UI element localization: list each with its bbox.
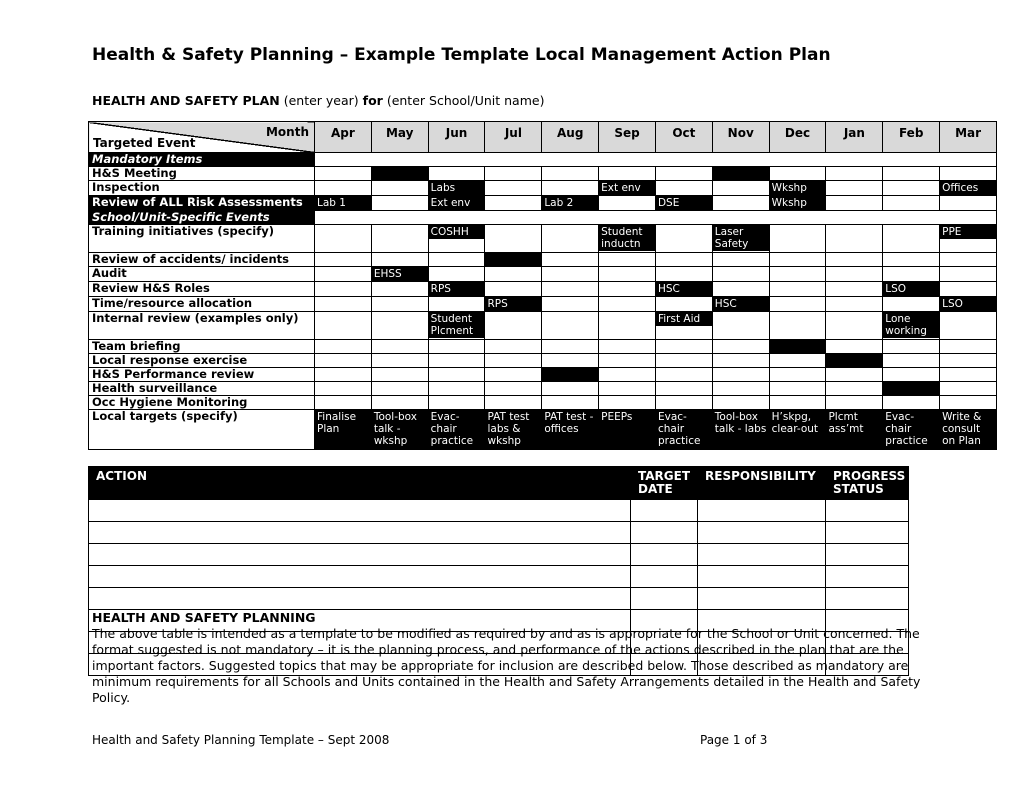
action-col-header: PROGRESS STATUS xyxy=(826,467,909,500)
action-empty-row xyxy=(89,588,909,610)
notes-heading: HEALTH AND SAFETY PLANNING xyxy=(92,610,316,625)
planner-cell xyxy=(940,267,997,282)
corner-month-label: Month xyxy=(265,125,309,139)
planner-cell: Plcmt ass’mt xyxy=(826,410,883,450)
planner-cell xyxy=(542,267,599,282)
planner-cell xyxy=(655,396,712,410)
planner-cell xyxy=(485,368,542,382)
planner-cell xyxy=(485,396,542,410)
planner-section-row xyxy=(89,211,997,225)
planner-cell xyxy=(826,181,883,196)
section-spacer xyxy=(315,211,997,225)
planner-cell xyxy=(371,167,428,181)
planner-cell xyxy=(940,196,997,211)
planner-cell xyxy=(542,354,599,368)
planner-cell xyxy=(599,396,656,410)
planner-cell xyxy=(371,354,428,368)
planner-cell: PAT test labs & wkshp xyxy=(485,410,542,450)
planner-cell xyxy=(315,267,372,282)
planner-cell: Ext env xyxy=(428,196,485,211)
planner-cell: First Aid xyxy=(655,312,712,340)
planner-cell xyxy=(315,396,372,410)
planner-cell: Write & consult on Plan xyxy=(940,410,997,450)
planner-cell xyxy=(769,225,826,253)
section-spacer xyxy=(315,153,997,167)
planner-cell xyxy=(655,297,712,312)
action-empty-cell xyxy=(698,588,826,610)
planner-cell xyxy=(940,354,997,368)
row-label: Time/resource allocation xyxy=(89,297,315,312)
row-label: Local response exercise xyxy=(89,354,315,368)
row-label: Training initiatives (specify) xyxy=(89,225,315,253)
month-header-aug: Aug xyxy=(542,122,599,153)
planner-row xyxy=(89,267,997,282)
planner-cell xyxy=(599,167,656,181)
planner-cell xyxy=(826,312,883,340)
planner-row xyxy=(89,354,997,368)
planner-corner-cell xyxy=(89,122,315,153)
planner-cell xyxy=(315,354,372,368)
action-empty-cell xyxy=(89,566,631,588)
planner-cell: PAT test - offices xyxy=(542,410,599,450)
planner-cell xyxy=(428,382,485,396)
planner-row xyxy=(89,297,997,312)
page-title: Health & Safety Planning – Example Template Local Management Action Plan xyxy=(92,45,831,65)
planner-cell xyxy=(428,167,485,181)
planner-cell xyxy=(542,225,599,253)
planner-row xyxy=(89,340,997,354)
planner-cell xyxy=(712,253,769,267)
action-empty-cell xyxy=(89,522,631,544)
planner-cell xyxy=(542,297,599,312)
planner-cell xyxy=(542,396,599,410)
planner-cell: HSC xyxy=(655,282,712,297)
planner-cell xyxy=(940,167,997,181)
planner-cell xyxy=(712,368,769,382)
planner-cell xyxy=(485,312,542,340)
planner-cell xyxy=(712,354,769,368)
planner-cell xyxy=(883,354,940,368)
planner-cell: DSE xyxy=(655,196,712,211)
planner-cell: Evac-chair practice xyxy=(428,410,485,450)
planner-cell xyxy=(542,282,599,297)
row-label: Occ Hygiene Monitoring xyxy=(89,396,315,410)
planner-cell xyxy=(769,368,826,382)
planner-cell xyxy=(542,167,599,181)
planner-cell xyxy=(542,340,599,354)
planner-cell xyxy=(826,297,883,312)
planner-cell xyxy=(826,225,883,253)
action-empty-cell xyxy=(826,522,909,544)
planner-cell xyxy=(371,225,428,253)
action-empty-cell xyxy=(89,500,631,522)
month-header-jan: Jan xyxy=(826,122,883,153)
planner-row xyxy=(89,410,997,450)
planner-header-row xyxy=(89,122,997,153)
planner-cell xyxy=(712,267,769,282)
planner-cell xyxy=(315,181,372,196)
planner-cell xyxy=(428,253,485,267)
action-empty-row xyxy=(89,522,909,544)
planner-cell xyxy=(769,282,826,297)
planner-cell xyxy=(655,368,712,382)
action-empty-cell xyxy=(826,566,909,588)
action-empty-row xyxy=(89,544,909,566)
planner-cell: Tool-box talk - labs xyxy=(712,410,769,450)
planner-cell xyxy=(371,340,428,354)
planner-cell xyxy=(655,181,712,196)
planner-cell: Laser Safety xyxy=(712,225,769,253)
row-label: Review of accidents/ incidents xyxy=(89,253,315,267)
planner-cell xyxy=(315,253,372,267)
action-empty-cell xyxy=(89,544,631,566)
planner-cell xyxy=(542,312,599,340)
planner-cell xyxy=(940,396,997,410)
notes-body: The above table is intended as a template to be modified as required by and as is appropriate for the School or Unit concerned. The format suggested is not mandatory – it is the planning process, and performance of the actions described in the plan that are the important factors. Suggested topics that may be appropriate for inclusion are described below. Those described as mandatory are minimum requirements for all Schools and Units contained in the Health and Safety Arrangements detailed in the Health and Safety Policy. xyxy=(92,626,921,705)
subtitle-for-label: for xyxy=(362,93,383,108)
planner-cell xyxy=(883,196,940,211)
planner-section-row xyxy=(89,153,997,167)
planner-cell xyxy=(315,225,372,253)
month-header-mar: Mar xyxy=(940,122,997,153)
planner-cell xyxy=(769,297,826,312)
planner-cell xyxy=(428,267,485,282)
action-empty-cell xyxy=(826,544,909,566)
action-empty-cell xyxy=(631,566,698,588)
planner-cell xyxy=(769,312,826,340)
month-header-may: May xyxy=(371,122,428,153)
planner-cell: RPS xyxy=(428,282,485,297)
planner-cell xyxy=(883,253,940,267)
planner-cell xyxy=(485,225,542,253)
planner-cell: EHSS xyxy=(371,267,428,282)
planner-cell xyxy=(769,340,826,354)
planner-cell xyxy=(428,396,485,410)
planner-cell: Ext env xyxy=(599,181,656,196)
planner-cell xyxy=(883,368,940,382)
planner-row xyxy=(89,181,997,196)
planner-cell xyxy=(599,297,656,312)
row-label: Inspection xyxy=(89,181,315,196)
planner-cell xyxy=(371,253,428,267)
planner-cell xyxy=(769,354,826,368)
planner-cell xyxy=(485,354,542,368)
planner-cell xyxy=(485,382,542,396)
planner-cell xyxy=(826,382,883,396)
planner-cell: Lab 1 xyxy=(315,196,372,211)
action-empty-cell xyxy=(631,588,698,610)
action-empty-cell xyxy=(631,522,698,544)
planner-cell xyxy=(599,368,656,382)
planner-cell xyxy=(826,253,883,267)
planner-row xyxy=(89,167,997,181)
planner-cell xyxy=(371,297,428,312)
planner-cell xyxy=(769,267,826,282)
action-empty-cell xyxy=(89,588,631,610)
planner-cell xyxy=(315,312,372,340)
planner-cell xyxy=(655,267,712,282)
planner-cell: PPE xyxy=(940,225,997,253)
row-label: H&S Performance review xyxy=(89,368,315,382)
section-label: School/Unit-Specific Events xyxy=(89,211,315,225)
planner-cell xyxy=(315,382,372,396)
planner-cell xyxy=(655,354,712,368)
planner-cell xyxy=(712,340,769,354)
planner-cell xyxy=(599,340,656,354)
planner-row xyxy=(89,225,997,253)
action-header-row xyxy=(89,467,909,500)
planner-cell xyxy=(485,253,542,267)
planner-cell xyxy=(883,340,940,354)
planner-cell: Evac-chair practice xyxy=(883,410,940,450)
action-empty-cell xyxy=(698,500,826,522)
planner-cell xyxy=(769,253,826,267)
planner-cell xyxy=(485,181,542,196)
planner-row xyxy=(89,196,997,211)
planner-cell: PEEPs xyxy=(599,410,656,450)
planner-cell xyxy=(940,340,997,354)
planner-row xyxy=(89,253,997,267)
planner-cell: HSC xyxy=(712,297,769,312)
planner-cell xyxy=(428,297,485,312)
planner-cell: Lab 2 xyxy=(542,196,599,211)
planner-cell xyxy=(883,225,940,253)
month-header-nov: Nov xyxy=(712,122,769,153)
planner-cell xyxy=(371,312,428,340)
planner-row xyxy=(89,396,997,410)
row-label: Team briefing xyxy=(89,340,315,354)
planner-cell xyxy=(712,312,769,340)
planner-cell xyxy=(599,196,656,211)
planner-cell xyxy=(940,253,997,267)
planner-cell xyxy=(371,196,428,211)
planner-cell xyxy=(599,354,656,368)
planner-cell xyxy=(599,267,656,282)
planner-cell xyxy=(599,382,656,396)
subtitle-enter-school: (enter School/Unit name) xyxy=(382,93,545,108)
planner-cell xyxy=(542,253,599,267)
planner-cell xyxy=(485,340,542,354)
planner-row xyxy=(89,368,997,382)
planner-cell xyxy=(599,253,656,267)
planner-cell xyxy=(315,167,372,181)
planner-cell: Student Plcment xyxy=(428,312,485,340)
row-label: Health surveillance xyxy=(89,382,315,396)
row-label: Review of ALL Risk Assessments xyxy=(89,196,315,211)
planner-table xyxy=(88,121,997,450)
footer-document-name: Health and Safety Planning Template – Sept 2008 xyxy=(92,733,390,747)
planner-cell xyxy=(826,368,883,382)
action-empty-cell xyxy=(631,500,698,522)
plan-subtitle xyxy=(92,93,544,108)
action-col-header: TARGET DATE xyxy=(631,467,698,500)
planner-cell xyxy=(315,340,372,354)
planner-cell xyxy=(712,282,769,297)
month-header-jun: Jun xyxy=(428,122,485,153)
planner-cell xyxy=(371,396,428,410)
planner-cell xyxy=(712,382,769,396)
action-empty-cell xyxy=(631,544,698,566)
planner-cell: Wkshp xyxy=(769,196,826,211)
planner-row xyxy=(89,282,997,297)
planner-row xyxy=(89,312,997,340)
planner-cell xyxy=(826,167,883,181)
footer-page-number: Page 1 of 3 xyxy=(700,733,768,747)
planner-cell xyxy=(940,312,997,340)
planner-cell: Student inductn xyxy=(599,225,656,253)
action-empty-cell xyxy=(698,566,826,588)
action-empty-cell xyxy=(698,522,826,544)
planner-cell xyxy=(883,167,940,181)
month-header-jul: Jul xyxy=(485,122,542,153)
row-label: Local targets (specify) xyxy=(89,410,315,450)
section-label: Mandatory Items xyxy=(89,153,315,167)
row-label: Audit xyxy=(89,267,315,282)
planner-cell xyxy=(940,368,997,382)
planner-cell xyxy=(769,167,826,181)
action-col-header: RESPONSIBILITY xyxy=(698,467,826,500)
planner-cell xyxy=(542,181,599,196)
planner-cell xyxy=(542,368,599,382)
action-empty-cell xyxy=(826,588,909,610)
month-header-feb: Feb xyxy=(883,122,940,153)
planner-cell xyxy=(826,196,883,211)
planner-cell xyxy=(485,196,542,211)
planner-cell xyxy=(826,340,883,354)
month-header-apr: Apr xyxy=(315,122,372,153)
month-header-dec: Dec xyxy=(769,122,826,153)
planner-cell xyxy=(599,312,656,340)
planner-cell xyxy=(485,282,542,297)
planner-cell xyxy=(712,181,769,196)
planner-cell: RPS xyxy=(485,297,542,312)
planner-cell xyxy=(655,253,712,267)
planner-cell xyxy=(315,282,372,297)
planner-cell xyxy=(883,297,940,312)
month-header-oct: Oct xyxy=(655,122,712,153)
month-header-sep: Sep xyxy=(599,122,656,153)
action-empty-cell xyxy=(698,544,826,566)
planner-cell: Wkshp xyxy=(769,181,826,196)
planner-cell xyxy=(883,382,940,396)
planner-cell: COSHH xyxy=(428,225,485,253)
planner-cell: Lone working xyxy=(883,312,940,340)
corner-targeted-event-label: Targeted Event xyxy=(93,136,196,150)
planner-cell: Labs xyxy=(428,181,485,196)
planner-cell xyxy=(826,354,883,368)
planner-cell xyxy=(315,368,372,382)
planner-cell xyxy=(940,382,997,396)
planner-cell xyxy=(883,396,940,410)
planner-cell xyxy=(712,196,769,211)
planner-cell xyxy=(371,382,428,396)
planner-cell xyxy=(428,340,485,354)
planner-cell: LSO xyxy=(940,297,997,312)
planner-row xyxy=(89,382,997,396)
planner-cell: LSO xyxy=(883,282,940,297)
notes-section xyxy=(92,610,937,706)
planner-cell xyxy=(655,225,712,253)
planner-cell xyxy=(371,181,428,196)
action-empty-row xyxy=(89,500,909,522)
planner-cell xyxy=(655,167,712,181)
action-empty-row xyxy=(89,566,909,588)
row-label: Internal review (examples only) xyxy=(89,312,315,340)
planner-cell xyxy=(428,368,485,382)
planner-cell xyxy=(883,267,940,282)
planner-cell xyxy=(826,396,883,410)
planner-cell xyxy=(542,382,599,396)
planner-cell xyxy=(428,354,485,368)
planner-cell xyxy=(712,396,769,410)
row-label: H&S Meeting xyxy=(89,167,315,181)
planner-cell xyxy=(315,297,372,312)
planner-cell: Offices xyxy=(940,181,997,196)
planner-cell xyxy=(371,282,428,297)
planner-cell: Evac-chair practice xyxy=(655,410,712,450)
planner-cell: Tool-box talk - wkshp xyxy=(371,410,428,450)
planner-cell xyxy=(485,267,542,282)
planner-cell xyxy=(769,382,826,396)
action-empty-cell xyxy=(826,500,909,522)
planner-cell xyxy=(655,382,712,396)
planner-cell xyxy=(599,282,656,297)
planner-cell xyxy=(769,396,826,410)
planner-cell xyxy=(485,167,542,181)
subtitle-plan-label: HEALTH AND SAFETY PLAN xyxy=(92,93,280,108)
planner-cell: H’skpg, clear-out xyxy=(769,410,826,450)
planner-cell xyxy=(940,282,997,297)
planner-cell xyxy=(371,368,428,382)
action-col-header: ACTION xyxy=(89,467,631,500)
subtitle-enter-year: (enter year) xyxy=(279,93,363,108)
planner-cell xyxy=(712,167,769,181)
row-label: Review H&S Roles xyxy=(89,282,315,297)
planner-cell xyxy=(655,340,712,354)
planner-cell xyxy=(826,282,883,297)
planner-cell xyxy=(883,181,940,196)
planner-cell xyxy=(826,267,883,282)
planner-cell: Finalise Plan xyxy=(315,410,372,450)
